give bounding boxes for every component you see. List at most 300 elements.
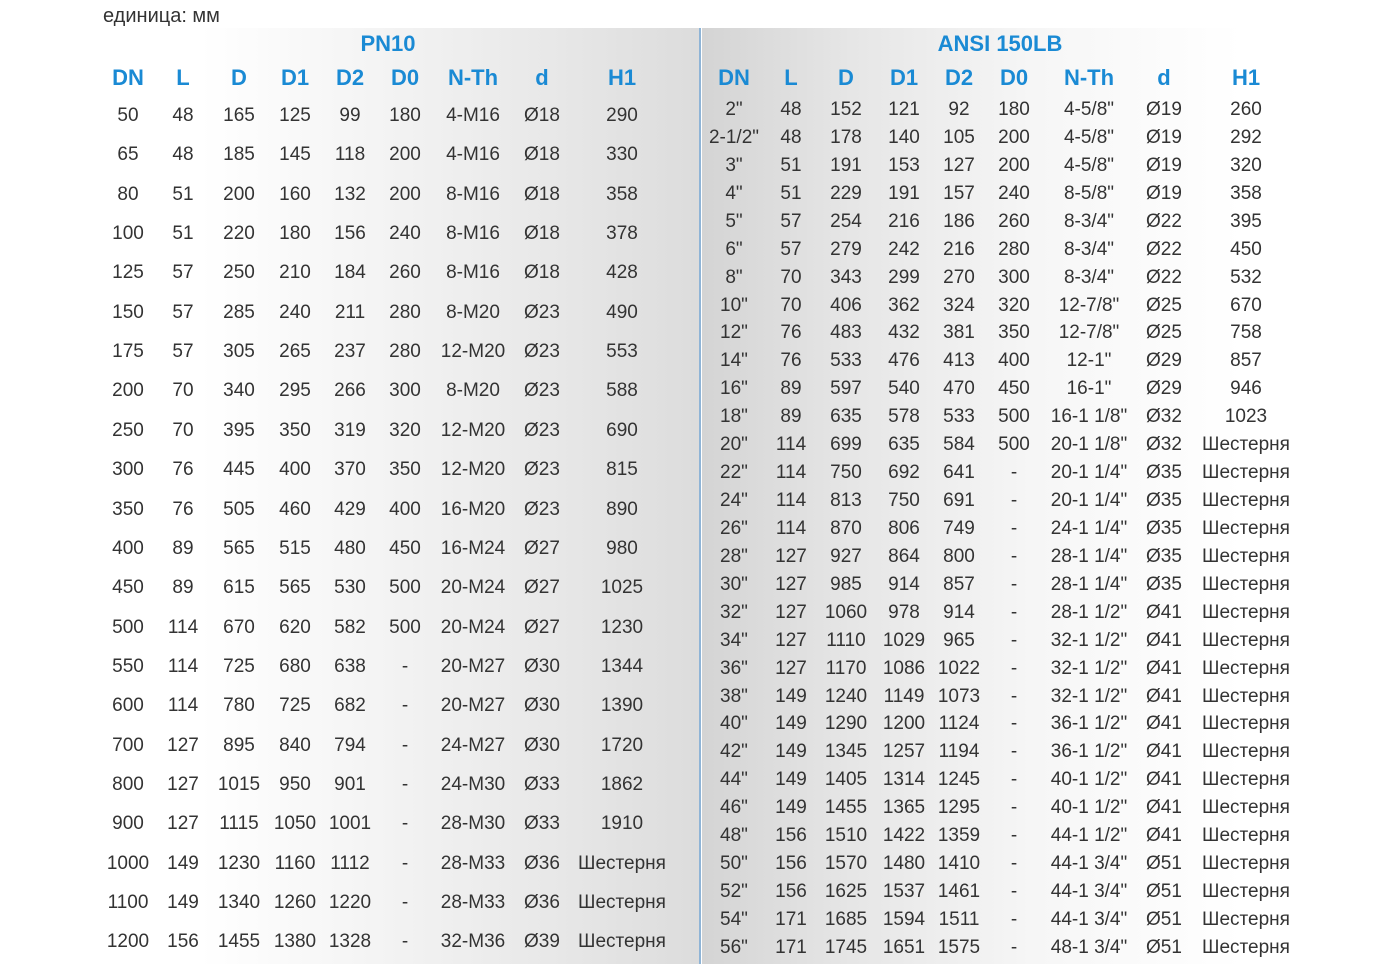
ansi-cell-d1: 140 [888, 126, 920, 148]
ansi-cell-d: 533 [830, 350, 862, 372]
ansi-cell-d2: 157 [943, 182, 975, 204]
pn10-cell-small-d: Ø27 [524, 577, 560, 599]
ansi-cell-d: 985 [830, 573, 862, 595]
pn10-cell-n-th: 24-M30 [440, 773, 506, 795]
ansi-cell-h1: 395 [1230, 210, 1262, 232]
ansi-cell-dn: 56" [720, 936, 748, 958]
ansi-cell-dn: 28" [720, 545, 748, 567]
ansi-cell-small-d: Ø41 [1146, 629, 1182, 651]
pn10-cell-d: 285 [223, 301, 255, 323]
ansi-cell-l: 171 [775, 936, 807, 958]
pn10-cell-dn: 125 [112, 262, 144, 284]
pn10-cell-d: 395 [223, 419, 255, 441]
ansi-cell-small-d: Ø41 [1146, 769, 1182, 791]
ansi-cell-d0: - [1010, 713, 1018, 735]
pn10-cell-d2: 184 [334, 262, 366, 284]
pn10-cell-h1: 1344 [600, 655, 644, 677]
ansi-cell-d0: - [1010, 685, 1018, 707]
ansi-cell-l: 89 [780, 406, 802, 428]
ansi-cell-d: 1240 [824, 685, 868, 707]
ansi-cell-small-d: Ø25 [1146, 294, 1182, 316]
pn10-cell-d2: 582 [334, 616, 366, 638]
ansi-cell-d2: 1575 [937, 936, 981, 958]
section-divider [699, 28, 701, 964]
pn10-cell-d2: 118 [334, 144, 366, 166]
ansi-cell-n-th: 32-1 1/2" [1050, 685, 1128, 707]
ansi-cell-l: 127 [775, 629, 807, 651]
pn10-cell-d1: 840 [279, 734, 311, 756]
pn10-cell-d2: 156 [334, 223, 366, 245]
pn10-cell-dn: 350 [112, 498, 144, 520]
pn10-cell-d1: 295 [279, 380, 311, 402]
ansi-cell-small-d: Ø22 [1146, 238, 1182, 260]
pn10-cell-d1: 460 [279, 498, 311, 520]
ansi-cell-d0: 240 [998, 182, 1030, 204]
ansi-cell-h1: Шестерня [1202, 908, 1290, 930]
pn10-cell-small-d: Ø23 [524, 419, 560, 441]
ansi-cell-h1: 670 [1230, 294, 1262, 316]
ansi-cell-d: 870 [830, 517, 862, 539]
ansi-cell-small-d: Ø51 [1146, 881, 1182, 903]
ansi-cell-small-d: Ø19 [1146, 126, 1182, 148]
ansi-cell-d0: 200 [998, 154, 1030, 176]
pn10-cell-l: 48 [172, 105, 194, 126]
ansi-cell-h1: 450 [1230, 238, 1262, 260]
pn10-cell-h1: 815 [606, 459, 638, 481]
pn10-cell-d2: 1001 [328, 813, 372, 835]
ansi-cell-d: 254 [830, 210, 862, 232]
ansi-cell-h1: 292 [1230, 126, 1262, 148]
ansi-cell-dn: 4" [725, 182, 743, 204]
ansi-cell-d: 152 [830, 99, 862, 120]
ansi-cell-l: 156 [775, 881, 807, 903]
ansi-cell-h1: 260 [1230, 99, 1262, 120]
pn10-cell-d: 1230 [217, 852, 261, 874]
ansi-cell-dn: 26" [720, 517, 748, 539]
ansi-cell-n-th: 48-1 3/4" [1050, 936, 1128, 958]
pn10-cell-h1: 1910 [600, 813, 644, 835]
pn10-cell-n-th: 12-M20 [440, 459, 506, 481]
ansi-cell-d0: - [1010, 769, 1018, 791]
pn10-cell-n-th: 8-M16 [446, 183, 500, 205]
pn10-cell-d1: 265 [279, 341, 311, 363]
pn10-cell-l: 127 [167, 734, 199, 756]
ansi-cell-n-th: 8-3/4" [1063, 210, 1115, 232]
ansi-cell-d1: 299 [888, 266, 920, 288]
pn10-cell-d0: - [401, 695, 409, 717]
ansi-cell-small-d: Ø25 [1146, 322, 1182, 344]
ansi-cell-h1: Шестерня [1202, 545, 1290, 567]
ansi-cell-n-th: 20-1 1/4" [1050, 462, 1128, 484]
ansi-header-n-th: N-Th [1063, 65, 1115, 90]
ansi-cell-small-d: Ø22 [1146, 210, 1182, 232]
pn10-cell-l: 51 [172, 183, 194, 205]
ansi-cell-dn: 20" [720, 434, 748, 456]
pn10-cell-d0: 350 [389, 459, 421, 481]
ansi-cell-small-d: Ø41 [1146, 825, 1182, 847]
ansi-cell-h1: 857 [1230, 350, 1262, 372]
ansi-cell-n-th: 4-5/8" [1063, 154, 1115, 176]
pn10-cell-l: 114 [167, 616, 199, 638]
pn10-cell-l: 70 [172, 380, 194, 402]
pn10-cell-dn: 175 [112, 341, 144, 363]
pn10-cell-h1: 428 [606, 262, 638, 284]
pn10-cell-dn: 1100 [107, 892, 149, 913]
pn10-cell-d1: 565 [279, 577, 311, 599]
ansi-cell-d0: - [1010, 629, 1018, 651]
ansi-cell-dn: 46" [720, 797, 748, 819]
ansi-cell-l: 127 [775, 545, 807, 567]
pn10-cell-small-d: Ø23 [524, 498, 560, 520]
pn10-cell-d0: 400 [389, 498, 421, 520]
pn10-cell-small-d: Ø23 [524, 380, 560, 402]
pn10-cell-l: 127 [167, 773, 199, 795]
pn10-cell-n-th: 16-M20 [440, 498, 506, 520]
ansi-cell-d2: 1511 [938, 908, 980, 930]
pn10-cell-dn: 450 [112, 577, 144, 599]
pn10-cell-d: 165 [223, 105, 255, 126]
ansi-cell-small-d: Ø41 [1146, 713, 1182, 735]
pn10-cell-d2: 266 [334, 380, 366, 402]
pn10-cell-small-d: Ø27 [524, 616, 560, 638]
ansi-cell-d: 1570 [824, 853, 868, 875]
ansi-cell-n-th: 8-3/4" [1063, 266, 1115, 288]
pn10-cell-n-th: 8-M20 [446, 301, 500, 323]
pn10-cell-dn: 50 [117, 105, 139, 126]
ansi-cell-dn: 54" [720, 908, 748, 930]
pn10-cell-dn: 1000 [106, 852, 150, 874]
ansi-cell-h1: Шестерня [1202, 462, 1290, 484]
ansi-cell-dn: 8" [725, 266, 743, 288]
pn10-title: PN10 [360, 31, 416, 56]
pn10-cell-h1: 1862 [600, 773, 644, 795]
pn10-cell-dn: 200 [112, 380, 144, 402]
ansi-cell-small-d: Ø35 [1146, 573, 1182, 595]
ansi-cell-small-d: Ø32 [1146, 406, 1182, 428]
ansi-cell-d2: 216 [943, 238, 975, 260]
ansi-cell-d1: 1537 [882, 881, 926, 903]
pn10-cell-n-th: 28-M33 [440, 852, 506, 874]
pn10-cell-n-th: 20-M27 [440, 695, 506, 717]
ansi-cell-d: 1745 [824, 936, 868, 958]
ansi-cell-dn: 24" [720, 490, 748, 512]
pn10-cell-l: 48 [172, 144, 194, 166]
ansi-cell-d0: - [1010, 741, 1018, 763]
unit-label: единица: мм [103, 5, 220, 27]
pn10-cell-h1: 378 [606, 223, 638, 245]
ansi-cell-l: 127 [775, 657, 807, 679]
ansi-cell-d: 750 [830, 462, 862, 484]
ansi-header-d2: D2 [944, 65, 974, 90]
ansi-cell-d1: 153 [888, 154, 920, 176]
ansi-cell-d0: - [1010, 490, 1018, 512]
pn10-cell-h1: 890 [606, 498, 638, 520]
ansi-cell-n-th: 32-1 1/2" [1050, 629, 1128, 651]
ansi-cell-n-th: 20-1 1/4" [1050, 490, 1128, 512]
pn10-cell-dn: 1200 [106, 931, 150, 953]
ansi-cell-n-th: 8-3/4" [1063, 238, 1115, 260]
pn10-cell-d1: 145 [279, 144, 311, 166]
ansi-cell-h1: Шестерня [1202, 797, 1290, 819]
pn10-cell-d1: 240 [279, 301, 311, 323]
pn10-header-n-th: N-Th [447, 65, 499, 90]
pn10-cell-d1: 1380 [273, 931, 317, 953]
ansi-cell-h1: Шестерня [1202, 573, 1290, 595]
ansi-cell-d0: - [1010, 936, 1018, 958]
ansi-cell-h1: Шестерня [1202, 601, 1290, 623]
ansi-cell-dn: 16" [720, 378, 748, 400]
pn10-cell-small-d: Ø23 [524, 459, 560, 481]
ansi-cell-d1: 540 [888, 378, 920, 400]
ansi-cell-n-th: 36-1 1/2" [1050, 741, 1128, 763]
pn10-cell-h1: 1720 [600, 734, 644, 756]
ansi-cell-d0: - [1010, 573, 1018, 595]
ansi-cell-n-th: 20-1 1/8" [1050, 434, 1128, 456]
pn10-cell-d1: 1050 [273, 813, 317, 835]
pn10-header-dn: DN [112, 65, 144, 90]
pn10-cell-n-th: 28-M30 [440, 813, 506, 835]
pn10-cell-d: 445 [223, 459, 255, 481]
pn10-cell-d1: 950 [279, 773, 311, 795]
ansi-cell-d: 229 [830, 182, 862, 204]
ansi-cell-d: 343 [830, 266, 862, 288]
pn10-cell-n-th: 4-M16 [446, 105, 500, 126]
ansi-cell-n-th: 44-1 3/4" [1050, 881, 1128, 903]
pn10-cell-d0: 260 [389, 262, 421, 284]
ansi-cell-l: 156 [775, 825, 807, 847]
ansi-cell-n-th: 12-7/8" [1058, 322, 1120, 344]
pn10-cell-h1: Шестерня [578, 931, 666, 953]
ansi-cell-dn: 44" [720, 769, 748, 791]
pn10-cell-d1: 620 [279, 616, 311, 638]
ansi-cell-dn: 10" [720, 294, 748, 316]
pn10-cell-dn: 550 [112, 655, 144, 677]
pn10-cell-d2: 1112 [330, 852, 370, 874]
ansi-cell-n-th: 24-1 1/4" [1050, 517, 1128, 539]
pn10-cell-d0: 200 [389, 183, 421, 205]
ansi-cell-d2: 1194 [938, 741, 980, 763]
ansi-cell-d: 191 [830, 154, 862, 176]
ansi-cell-h1: Шестерня [1202, 769, 1290, 791]
pn10-cell-d: 220 [223, 223, 255, 245]
pn10-cell-h1: 290 [606, 105, 638, 126]
ansi-cell-d1: 692 [888, 462, 920, 484]
ansi-cell-n-th: 28-1 1/2" [1050, 601, 1128, 623]
pn10-cell-d2: 211 [334, 301, 366, 323]
ansi-cell-h1: Шестерня [1202, 685, 1290, 707]
pn10-cell-l: 57 [172, 301, 194, 323]
pn10-cell-small-d: Ø30 [524, 695, 560, 717]
ansi-cell-l: 89 [780, 378, 802, 400]
ansi-cell-h1: Шестерня [1202, 853, 1290, 875]
ansi-cell-n-th: 28-1 1/4" [1050, 545, 1128, 567]
ansi-header-dn: DN [718, 65, 750, 90]
ansi-cell-l: 51 [780, 154, 802, 176]
ansi-cell-n-th: 8-5/8" [1063, 182, 1115, 204]
pn10-cell-d2: 1220 [328, 892, 372, 913]
ansi-cell-small-d: Ø19 [1146, 99, 1182, 120]
pn10-cell-small-d: Ø36 [524, 892, 560, 913]
ansi-cell-d: 1510 [824, 825, 868, 847]
ansi-cell-d: 1625 [824, 881, 868, 903]
pn10-cell-dn: 500 [112, 616, 144, 638]
pn10-cell-dn: 700 [112, 734, 144, 756]
ansi-cell-d2: 92 [948, 99, 970, 120]
ansi-cell-d1: 806 [888, 517, 920, 539]
ansi-cell-h1: Шестерня [1202, 629, 1290, 651]
pn10-cell-d2: 1328 [328, 931, 372, 953]
pn10-cell-d2: 682 [334, 695, 366, 717]
pn10-cell-n-th: 16-M24 [440, 537, 506, 559]
ansi-cell-d2: 270 [943, 266, 975, 288]
ansi-cell-h1: 758 [1230, 322, 1262, 344]
ansi-cell-l: 57 [780, 238, 802, 260]
pn10-cell-l: 57 [172, 262, 194, 284]
pn10-cell-n-th: 4-M16 [446, 144, 500, 166]
ansi-cell-d1: 1149 [883, 685, 925, 707]
ansi-cell-dn: 2" [725, 99, 743, 120]
ansi-cell-d: 927 [830, 545, 862, 567]
pn10-cell-n-th: 28-M33 [440, 892, 506, 913]
pn10-cell-h1: 690 [606, 419, 638, 441]
ansi-cell-d: 1345 [824, 741, 868, 763]
ansi-cell-dn: 22" [720, 462, 748, 484]
ansi-cell-n-th: 44-1 1/2" [1050, 825, 1128, 847]
ansi-cell-small-d: Ø32 [1146, 434, 1182, 456]
ansi-cell-dn: 52" [720, 881, 748, 903]
ansi-header-d: D [838, 65, 854, 90]
ansi-cell-d2: 1022 [937, 657, 981, 679]
ansi-cell-small-d: Ø51 [1146, 908, 1182, 930]
ansi-header-h1: H1 [1231, 65, 1261, 90]
pn10-cell-d0: 280 [389, 301, 421, 323]
ansi-cell-small-d: Ø41 [1146, 797, 1182, 819]
ansi-cell-dn: 30" [720, 573, 748, 595]
ansi-cell-d1: 1200 [882, 713, 926, 735]
pn10-cell-d1: 210 [279, 262, 311, 284]
ansi-cell-d: 483 [830, 322, 862, 344]
pn10-header-l: L [176, 65, 190, 90]
ansi-cell-d2: 1124 [938, 713, 980, 735]
pn10-cell-d1: 1260 [273, 892, 317, 913]
ansi-cell-small-d: Ø35 [1146, 545, 1182, 567]
pn10-cell-d2: 319 [334, 419, 366, 441]
ansi-cell-d2: 413 [943, 350, 975, 372]
ansi-cell-small-d: Ø35 [1146, 490, 1182, 512]
ansi-cell-small-d: Ø35 [1146, 462, 1182, 484]
ansi-cell-l: 114 [775, 490, 807, 512]
ansi-cell-l: 149 [775, 797, 807, 819]
ansi-cell-n-th: 12-1" [1066, 350, 1112, 372]
ansi-cell-dn: 6" [725, 238, 743, 260]
ansi-cell-d0: 180 [998, 99, 1030, 120]
ansi-cell-l: 57 [780, 210, 802, 232]
pn10-cell-small-d: Ø33 [524, 813, 560, 835]
pn10-header-d2: D2 [335, 65, 365, 90]
ansi-cell-n-th: 44-1 3/4" [1050, 908, 1128, 930]
ansi-cell-l: 114 [775, 434, 807, 456]
ansi-cell-h1: Шестерня [1202, 490, 1290, 512]
pn10-cell-dn: 80 [117, 183, 139, 205]
pn10-cell-dn: 300 [112, 459, 144, 481]
ansi-cell-d1: 578 [888, 406, 920, 428]
ansi-cell-small-d: Ø51 [1146, 853, 1182, 875]
ansi-cell-dn: 14" [720, 350, 748, 372]
pn10-cell-d0: 300 [389, 380, 421, 402]
pn10-cell-d1: 1160 [274, 852, 316, 874]
ansi-cell-d1: 1029 [882, 629, 926, 651]
ansi-cell-d1: 362 [888, 294, 920, 316]
pn10-cell-d0: - [401, 813, 409, 835]
pn10-cell-n-th: 20-M27 [440, 655, 506, 677]
ansi-cell-d1: 216 [888, 210, 920, 232]
pn10-header-h1: H1 [607, 65, 637, 90]
ansi-cell-d0: 320 [998, 294, 1030, 316]
pn10-header-small-d: d [535, 65, 549, 90]
ansi-cell-d1: 1651 [882, 936, 926, 958]
ansi-cell-h1: Шестерня [1202, 657, 1290, 679]
ansi-cell-d0: - [1010, 601, 1018, 623]
ansi-cell-d2: 857 [943, 573, 975, 595]
ansi-cell-h1: Шестерня [1202, 517, 1290, 539]
pn10-cell-h1: 980 [606, 537, 638, 559]
pn10-cell-h1: 1025 [600, 577, 644, 599]
ansi-cell-d0: - [1010, 825, 1018, 847]
pn10-cell-d1: 515 [279, 537, 311, 559]
pn10-cell-n-th: 8-M16 [446, 223, 500, 245]
ansi-cell-d: 1290 [824, 713, 868, 735]
ansi-cell-n-th: 16-1" [1066, 378, 1112, 400]
pn10-cell-d: 250 [223, 262, 255, 284]
ansi-cell-d0: - [1010, 908, 1018, 930]
ansi-cell-n-th: 16-1 1/8" [1050, 406, 1128, 428]
pn10-cell-d1: 725 [279, 695, 311, 717]
pn10-cell-n-th: 8-M16 [446, 262, 500, 284]
pn10-cell-small-d: Ø18 [524, 183, 560, 205]
ansi-cell-small-d: Ø29 [1146, 378, 1182, 400]
ansi-cell-d1: 242 [888, 238, 920, 260]
pn10-cell-small-d: Ø27 [524, 537, 560, 559]
ansi-cell-n-th: 40-1 1/2" [1050, 797, 1128, 819]
ansi-cell-d0: - [1010, 881, 1018, 903]
ansi-cell-dn: 40" [720, 713, 748, 735]
pn10-cell-d: 1015 [217, 773, 261, 795]
pn10-cell-l: 57 [172, 341, 194, 363]
pn10-cell-d2: 638 [334, 655, 366, 677]
pn10-cell-small-d: Ø18 [524, 262, 560, 284]
ansi-header-d1: D1 [889, 65, 919, 90]
pn10-cell-small-d: Ø23 [524, 341, 560, 363]
pn10-cell-d2: 794 [334, 734, 366, 756]
pn10-header-d0: D0 [390, 65, 420, 90]
ansi-cell-d0: - [1010, 853, 1018, 875]
pn10-cell-d2: 370 [334, 459, 366, 481]
ansi-cell-d0: 300 [998, 266, 1030, 288]
ansi-cell-d: 813 [830, 490, 862, 512]
ansi-cell-small-d: Ø41 [1146, 685, 1182, 707]
ansi-cell-d0: - [1010, 657, 1018, 679]
ansi-cell-n-th: 40-1 1/2" [1050, 769, 1128, 791]
pn10-cell-n-th: 20-M24 [440, 616, 506, 638]
ansi-cell-l: 149 [775, 741, 807, 763]
pn10-cell-d1: 160 [279, 183, 311, 205]
ansi-cell-d: 1170 [825, 657, 867, 679]
pn10-cell-d: 615 [223, 577, 255, 599]
pn10-cell-d0: 180 [389, 105, 421, 126]
ansi-cell-dn: 48" [720, 825, 748, 847]
ansi-cell-h1: 532 [1230, 266, 1262, 288]
ansi-cell-d1: 1594 [882, 908, 926, 930]
